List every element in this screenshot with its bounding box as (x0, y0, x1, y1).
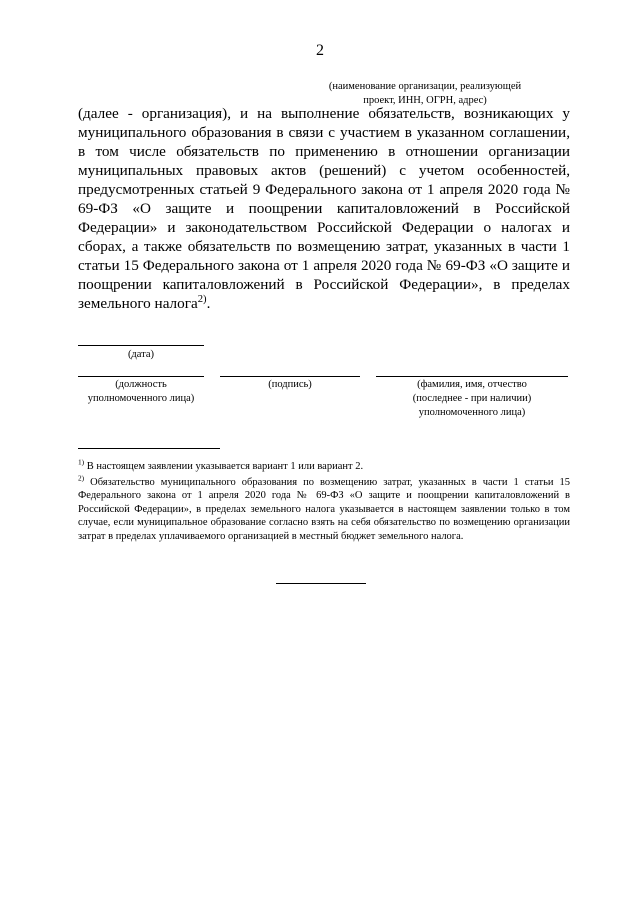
name-caption-line3: уполномоченного лица) (418, 407, 526, 418)
organization-caption-line2: проект, ИНН, ОГРН, адрес) (363, 95, 487, 106)
page-number: 2 (316, 42, 324, 59)
date-label: (дата) (127, 349, 155, 360)
footnote-separator (78, 448, 220, 449)
name-caption (376, 378, 568, 420)
name-caption-line1: (фамилия, имя, отчество (417, 379, 527, 390)
position-caption-line2: уполномоченного лица) (87, 393, 195, 404)
footnote-2 (78, 473, 570, 544)
footnote-ref-2: 2) (197, 293, 207, 305)
name-caption-line2: (последнее - при наличии) (412, 393, 532, 404)
main-paragraph-ending: . (206, 295, 211, 312)
position-line (78, 376, 204, 377)
footnote-2-text: Обязательство муниципального образования по возмещению затрат, указанных в части 1 статьи 15 Федерального закона от 1 апреля 2020 года № 69-ФЗ «О защите и поощрении капиталовложений в Российской Федерации», в пределах земельного налога указывается в настоящем заявлении только в том случае, если муниципальное образование согласно взять на себя обязательство по возмещению организации затрат в пределах уплачиваемого организацией в местный бюджет земельного налога. (78, 476, 570, 542)
footnotes (78, 457, 570, 543)
signature-line (220, 376, 360, 377)
organization-caption-line1: (наименование организации, реализующей (328, 81, 522, 92)
main-paragraph-text: (далее - организация), и на выполнение обязательств, возникающих у муниципального образования в связи с участием в указанном соглашении, в том числе обязательств по применению в отношении организации муниципальных правовых актов (решений) с учетом особенностей, предусмотренных статьей 9 Федерального закона от 1 апреля 2020 года № 69-ФЗ «О защите и поощрении капиталовложений в Российской Федерации» и законодательством Российской Федерации о налогах и сборах, а также обязательств по возмещению затрат, указанных в части 1 статьи 15 Федерального закона от 1 апреля 2020 года № 69-ФЗ «О защите и поощрении капиталовложений в Российской Федерации», в пределах земельного налога (78, 105, 570, 312)
footnote-1-mark: 1) (78, 457, 85, 467)
signature-caption: (подпись) (268, 379, 312, 390)
position-caption (70, 378, 212, 406)
end-separator (276, 583, 366, 584)
date-line (78, 345, 204, 346)
name-line (376, 376, 568, 377)
footnote-1-text: В настоящем заявлении указывается вариант 1 или вариант 2. (84, 461, 364, 472)
footnote-1 (78, 457, 570, 474)
position-caption-line1: (должность (115, 379, 167, 390)
footnote-2-mark: 2) (78, 473, 85, 482)
main-paragraph (78, 104, 570, 313)
